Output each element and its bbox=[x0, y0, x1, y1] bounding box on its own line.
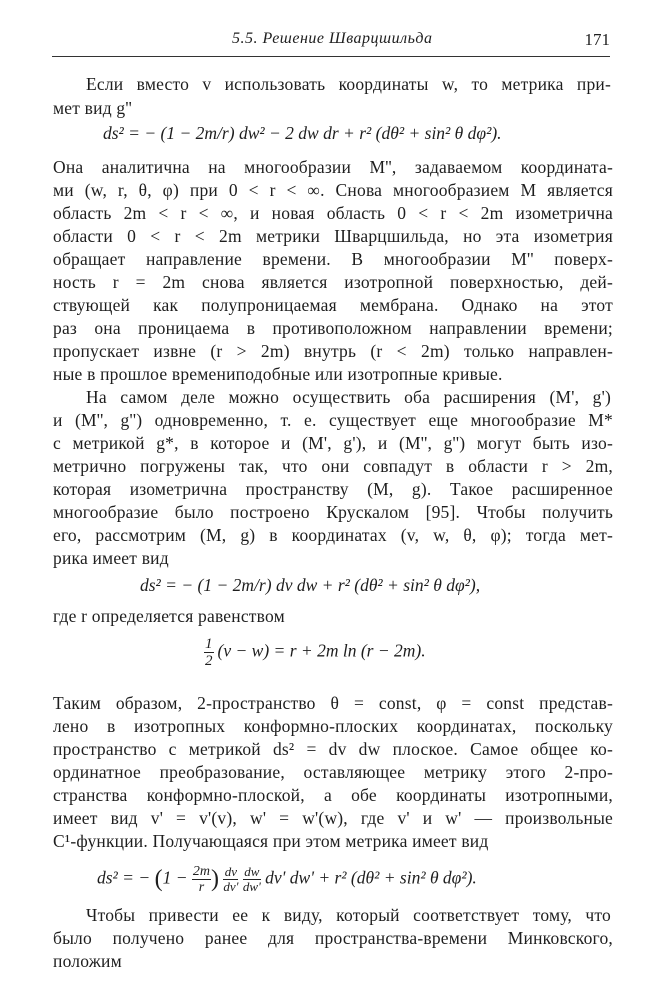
text-line: метрично погружены так, что они совпадут в области r > 2m, bbox=[53, 456, 613, 476]
text-line: обращает направление времени. В многообразии M'' поверх- bbox=[53, 249, 613, 269]
text-line: ствующей как полупроницаемая мембрана. Однако на этот bbox=[53, 295, 613, 315]
fraction-numerator: dv bbox=[224, 864, 238, 879]
fraction-denominator: 2 bbox=[205, 653, 213, 669]
equation-2: ds² = − (1 − 2m/r) dv dw + r² (dθ² + sin² θ dφ²), bbox=[140, 575, 481, 595]
text-line: положим bbox=[53, 951, 122, 971]
text-line: имеет вид v' = v'(v), w' = w'(w), где v' и w' — произвольные bbox=[53, 808, 613, 828]
equation-3 bbox=[204, 636, 426, 669]
equation-3-body: (v − w) = r + 2m ln (r − 2m). bbox=[217, 640, 426, 661]
fraction-numerator: 2m bbox=[192, 864, 210, 879]
equation-4-prefix: ds² = − bbox=[97, 867, 151, 888]
text-line: с метрикой g*, в которое и (M', g'), и (M'', g'') могут быть изо- bbox=[53, 433, 613, 453]
text-line: область 2m < r < ∞, и новая область 0 < r < 2m изометрична bbox=[53, 203, 613, 223]
text-line: C¹-функции. Получающаяся при этом метрика имеет вид bbox=[53, 831, 489, 851]
text-line: ординатное преобразование, оставляющее метрику этого 2-про- bbox=[53, 762, 613, 782]
text-line: области 0 < r < 2m метрики Шварцшильда, но эта изометрия bbox=[53, 226, 613, 246]
fraction-denominator: r bbox=[198, 880, 205, 895]
fraction-denominator: dw' bbox=[242, 879, 261, 894]
equation-4-suffix: dv' dw' + r² (dθ² + sin² θ dφ²). bbox=[265, 867, 477, 888]
text-line: Таким образом, 2-пространство θ = const, φ = const представ- bbox=[53, 693, 613, 713]
text-line: рика имеет вид bbox=[53, 548, 169, 568]
text-line: мет вид g'' bbox=[53, 98, 133, 118]
text-line: раз она проницаема в противоположном направлении времени; bbox=[53, 318, 613, 338]
paren-right: ) bbox=[211, 866, 219, 892]
text-line: ми (w, r, θ, φ) при 0 < r < ∞. Снова многообразием M является bbox=[53, 180, 613, 200]
text-line: лено в изотропных конформно-плоских координатах, поскольку bbox=[53, 716, 613, 736]
text-line: ность r = 2m снова является изотропной поверхностью, дей- bbox=[53, 272, 613, 292]
equation-4 bbox=[97, 864, 477, 895]
text-line: было получено ранее для пространства-времени Минковского, bbox=[53, 928, 613, 948]
text-line: ные в прошлое времениподобные или изотропные кривые. bbox=[53, 364, 503, 384]
one-minus: 1 − bbox=[162, 867, 188, 888]
text-line: На самом деле можно осуществить оба расширения (M', g') bbox=[86, 387, 611, 407]
text-line: странства конформно-плоской, а обе координаты изотропными, bbox=[53, 785, 613, 805]
text-line: пропускает извне (r > 2m) внутрь (r < 2m) только направлен- bbox=[53, 341, 613, 361]
text-line: многообразие было построено Крускалом [95]. Чтобы получить bbox=[53, 502, 613, 522]
paren-left: ( bbox=[154, 866, 163, 892]
text-line: Если вместо v использовать координаты w, то метрика при- bbox=[86, 74, 611, 94]
text-line: пространство с метрикой ds² = dv dw плоское. Самое общее ко- bbox=[53, 739, 613, 759]
fraction-numerator: dw bbox=[244, 864, 260, 879]
text-line: которая изометрична пространству (M, g). Такое расширенное bbox=[53, 479, 613, 499]
text-line: где r определяется равенством bbox=[53, 606, 285, 626]
page-number: 171 bbox=[584, 30, 610, 49]
text-line: его, рассмотрим (M, g) в координатах (v, w, θ, φ); тогда мет- bbox=[53, 525, 613, 545]
fraction-numerator: 1 bbox=[205, 636, 213, 652]
running-head: 5.5. Решение Шварцшильда bbox=[232, 30, 433, 47]
page-header bbox=[52, 26, 610, 57]
equation-1: ds² = − (1 − 2m/r) dw² − 2 dw dr + r² (dθ² + sin² θ dφ²). bbox=[103, 123, 502, 143]
text-line: и (M'', g'') одновременно, т. е. существует еще многообразие M* bbox=[53, 410, 613, 430]
text-line: Она аналитична на многообразии M'', задаваемом координата- bbox=[53, 157, 613, 177]
fraction-denominator: dv' bbox=[223, 879, 239, 894]
text-line: Чтобы привести ее к виду, который соответствует тому, что bbox=[86, 905, 611, 925]
